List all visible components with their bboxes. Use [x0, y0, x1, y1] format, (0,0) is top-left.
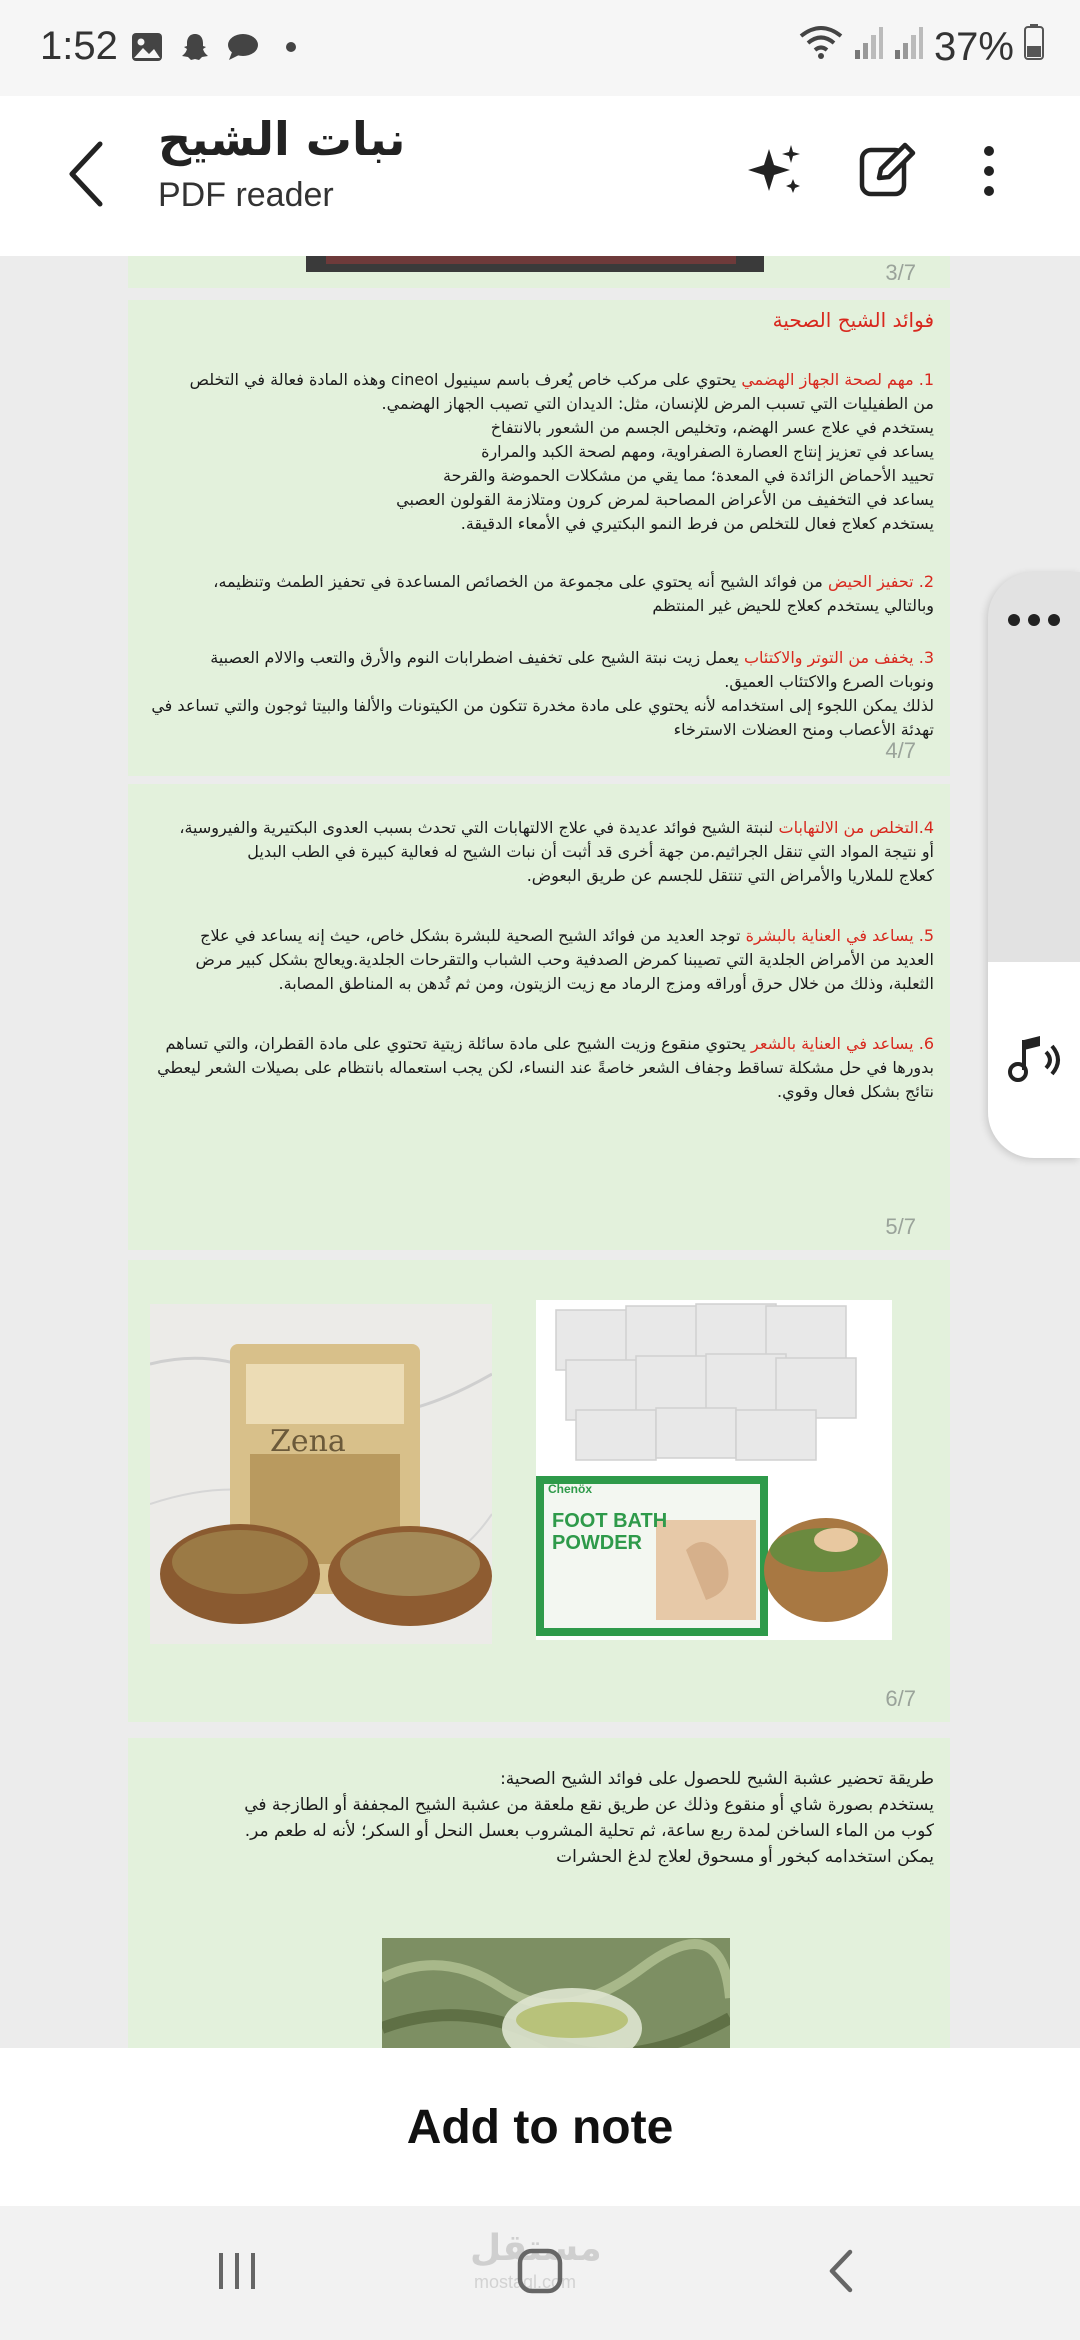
back-arrow-icon — [58, 134, 118, 214]
nav-back-button[interactable] — [802, 2236, 882, 2306]
more-options-button[interactable] — [954, 136, 1024, 206]
pdf-content[interactable] — [0, 256, 1080, 2048]
section-4: 4.التخلص من الالتهابات لنبتة الشيح فوائد عديدة في علاج الالتهابات التي تحدث بسبب العدوى البكتيرية والفيروسية، أو نتيجة المواد التي تنقل الجراثيم.من جهة أخرى قد أثبت أن نبات الشيح له فعالية كبيرة في الطب البديل كعلاج للملاريا والأمراض التي تنتقل للجسم عن طريق البعوض. — [179, 818, 934, 885]
audio-note-icon — [1004, 1030, 1064, 1090]
page-number: 5/7 — [885, 1214, 916, 1239]
signal-icon — [854, 25, 884, 70]
recent-apps-button[interactable] — [198, 2236, 278, 2306]
ai-assist-button[interactable] — [740, 136, 810, 206]
battery-percent: 37% — [933, 24, 1014, 69]
dot-icon — [274, 30, 308, 64]
watermark: مستقل — [470, 2228, 602, 2269]
tea-photo — [382, 1938, 730, 2048]
gallery-icon — [130, 30, 164, 64]
document-title: نبات الشيح — [158, 112, 406, 166]
add-to-note-button[interactable] — [0, 2048, 1080, 2206]
status-time: 1:52 — [40, 24, 118, 68]
foot-bath-title: FOOT BATH POWDER — [552, 1510, 668, 1554]
recent-apps-icon — [213, 2249, 263, 2293]
wifi-icon — [798, 24, 844, 70]
status-bar — [0, 0, 1080, 96]
sparkle-icon — [745, 141, 805, 201]
watermark-sub: mostaql.com — [474, 2272, 577, 2292]
section-2: 2. تحفيز الحيض من فوائد الشيح أنه يحتوي على مجموعة من الخصائص المساعدة في تحفيز الطمث وتنظيمه، وبالتالي يستخدم كعلاج للحيض غير المنتظم — [213, 572, 934, 615]
read-aloud-button[interactable] — [988, 962, 1080, 1158]
status-right — [798, 24, 1044, 70]
page-number: 6/7 — [885, 1686, 916, 1711]
app-header — [0, 96, 1080, 256]
page-4-heading — [144, 308, 934, 334]
add-to-note-label: Add to note — [406, 2100, 674, 2154]
more-horizontal-icon — [1006, 612, 1062, 628]
pdf-page-7 — [128, 1738, 950, 2048]
pdf-page-5 — [128, 784, 950, 1250]
foot-bath-product-photo — [536, 1300, 892, 1640]
page-number: 3/7 — [885, 260, 916, 285]
side-more-button[interactable] — [988, 572, 1080, 962]
messages-icon — [226, 30, 260, 64]
zena-brand: Zena — [270, 1424, 346, 1459]
back-button[interactable] — [58, 134, 118, 214]
pdf-page-6 — [128, 1260, 950, 1722]
section-5-title: 5. يساعد في العناية بالبشرة — [745, 926, 934, 945]
section-5: 5. يساعد في العناية بالبشرة توجد العديد من فوائد الشيح الصحية للبشرة بشكل خاص، حيث إنه يساعد في علاج العديد من الأمراض الجلدية التي تصيبنا كمرض الصدفية وحب الشباب والتقرحات الجلدية.ويعالج بشكل كبير مرض الثعلبة، وذلك من خلال حرق أوراقه ومزج الرماد مع زيت الزيتون، ومن ثم تُدهن به المناطق المصابة. — [195, 926, 934, 993]
side-floating-panel — [988, 572, 1080, 1158]
status-notification-icons — [130, 30, 308, 64]
section-6-title: 6. يساعد في العناية بالشعر — [751, 1034, 934, 1053]
edit-button[interactable] — [852, 136, 922, 206]
more-vertical-icon — [979, 141, 999, 201]
section-heading: فوائد الشيح الصحية — [772, 308, 934, 332]
document-subtitle: PDF reader — [158, 176, 334, 214]
pdf-page-4 — [128, 300, 950, 776]
tea-photo-art — [382, 1938, 730, 2048]
signal-icon — [894, 25, 924, 70]
section-1-title: 1. مهم لصحة الجهاز الهضمي — [741, 370, 934, 389]
back-icon — [822, 2246, 862, 2296]
navigation-bar — [0, 2206, 1080, 2340]
battery-icon — [1024, 24, 1044, 70]
section-3: 3. يخفف من التوتر والاكتئاب يعمل زيت نبتة الشيح على تخفيف اضطرابات النوم والأرق والتعب والالام العصبية ونوبات الصرع والاكتئاب العميق. لذلك يمكن اللجوء إلى استخدامه لأنه يحتوي على مادة مخدرة تتكون من الكيتونات والألفا والبيتا ثوجون والتي تساعد في تهدئة الأعصاب ومنح العضلات الاسترخاء — [151, 648, 934, 739]
title-wrap — [158, 112, 405, 215]
home-icon — [515, 2246, 565, 2296]
pdf-page-3 — [128, 256, 950, 288]
section-6: 6. يساعد في العناية بالشعر يحتوي منقوع وزيت الشيح على مادة سائلة زيتية تحتوي على مادة القطران، والتي تساهم بدورها في حل مشكلة تساقط وجفاف الشعر خاصةً عند النساء، لكن يجب استعماله بانتظام على بصيلات الشعر ليعطي نتائج بشكل فعال وقوي. — [157, 1034, 934, 1101]
page-3-image — [306, 256, 764, 272]
preparation-text: طريقة تحضير عشبة الشيح للحصول على فوائد الشيح الصحية: يستخدم بصورة شاي أو منقوع وذلك عن طريق نقع ملعقة من عشبة الشيح المجففة أو الطازجة في كوب من الماء الساخن لمدة ربع ساعة، ثم تحلية المشروب بعسل النحل أو السكر؛ لأنه له طعم مر. يمكن استخدامه كبخور أو مسحوق لعلاج لدغ الحشرات — [244, 1769, 934, 1867]
zena-product-photo — [150, 1304, 492, 1644]
foot-bath-brand: Chenöx — [548, 1482, 593, 1496]
section-3-title: 3. يخفف من التوتر والاكتئاب — [743, 648, 934, 667]
page-number: 4/7 — [885, 738, 916, 763]
snapchat-icon — [178, 30, 212, 64]
section-2-title: 2. تحفيز الحيض — [827, 572, 934, 591]
foot-bath-photo-art — [536, 1300, 892, 1640]
section-1: 1. مهم لصحة الجهاز الهضمي يحتوي على مركب خاص يُعرف باسم سينيول cineol وهذه المادة فعالة في التخلص من الطفيليات التي تسبب المرض للإنسان، مثل: الديدان التي تصيب الجهاز الهضمي. يستخدم في علاج عسر الهضم، وتخليص الجسم من الشعور بالانتفاخ يساعد في تعزيز إنتاج العصارة الصفراوية، ومهم لصحة الكبد والمرارة تحييد الأحماض الزائدة في المعدة؛ مما يقي من مشكلات الحموضة والقرحة يساعد في التخفيف من الأعراض المصاحبة لمرض كرون ومتلازمة القولون العصبي يستخدم كعلاج فعال للتخلص من فرط النمو البكتيري في الأمعاء الدقيقة. — [189, 370, 934, 533]
section-4-title: 4.التخلص من الالتهابات — [778, 818, 934, 837]
home-button[interactable] — [500, 2236, 580, 2306]
edit-icon — [857, 141, 917, 201]
zena-photo-art — [150, 1304, 492, 1644]
